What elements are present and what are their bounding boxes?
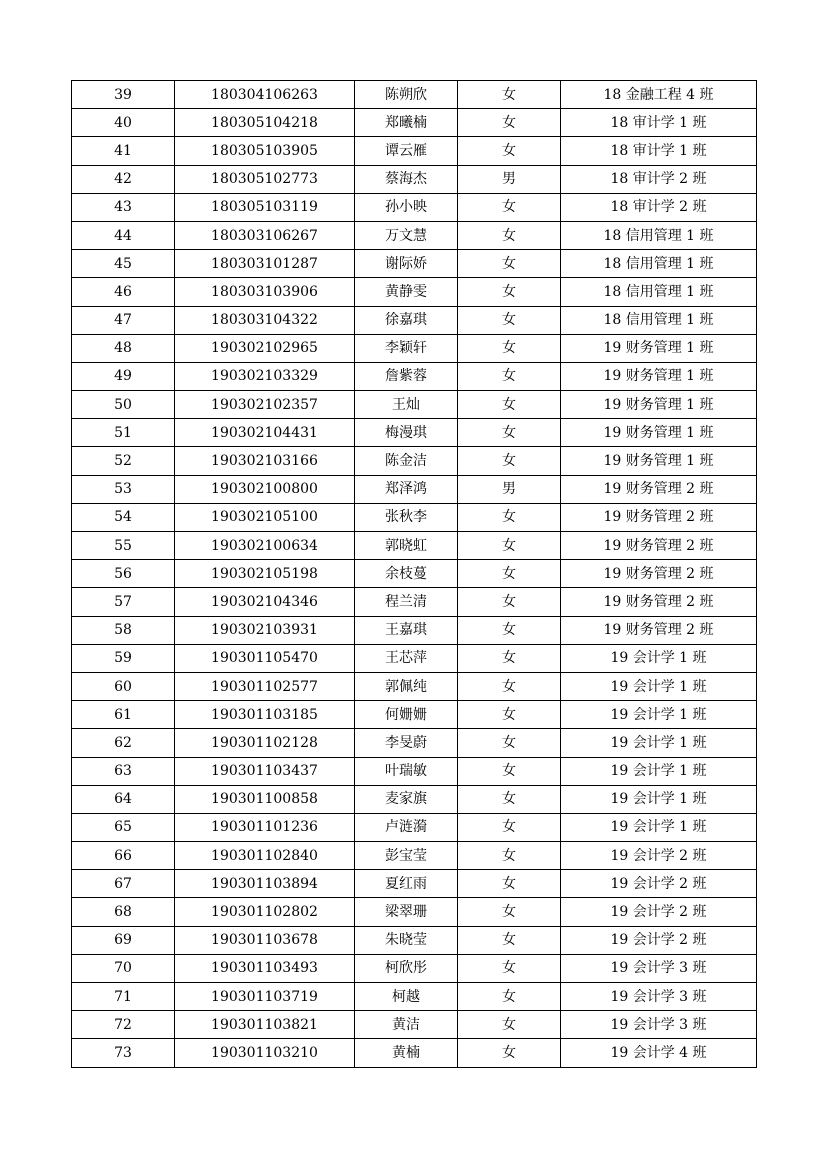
student-id-cell: 190302103166 — [175, 447, 355, 475]
student-name-cell: 郭佩纯 — [355, 672, 458, 700]
student-id-cell: 190301105470 — [175, 644, 355, 672]
student-name-cell: 李旻蔚 — [355, 729, 458, 757]
table-row — [72, 842, 757, 870]
gender-cell: 女 — [458, 362, 561, 390]
student-id-cell: 190302104346 — [175, 588, 355, 616]
class-name-cell: 19 会计学 3 班 — [561, 954, 757, 982]
table-row — [72, 503, 757, 531]
class-name-cell: 18 信用管理 1 班 — [561, 221, 757, 249]
class-name-cell: 19 财务管理 2 班 — [561, 588, 757, 616]
row-number-cell: 60 — [72, 672, 175, 700]
row-number-cell: 70 — [72, 954, 175, 982]
row-number-cell: 48 — [72, 334, 175, 362]
row-number-cell: 61 — [72, 701, 175, 729]
class-name-cell: 19 财务管理 2 班 — [561, 560, 757, 588]
student-name-cell: 万文慧 — [355, 221, 458, 249]
student-roster-table — [71, 80, 757, 1068]
student-name-cell: 余枝蔓 — [355, 560, 458, 588]
table-row — [72, 785, 757, 813]
gender-cell: 女 — [458, 334, 561, 362]
student-id-cell: 190301101236 — [175, 813, 355, 841]
gender-cell: 女 — [458, 729, 561, 757]
student-name-cell: 郑泽鸿 — [355, 475, 458, 503]
student-name-cell: 叶瑞敏 — [355, 757, 458, 785]
gender-cell: 女 — [458, 1011, 561, 1039]
table-row — [72, 898, 757, 926]
row-number-cell: 63 — [72, 757, 175, 785]
class-name-cell: 18 金融工程 4 班 — [561, 81, 757, 109]
table-row — [72, 419, 757, 447]
table-row — [72, 757, 757, 785]
student-id-cell: 180303106267 — [175, 221, 355, 249]
row-number-cell: 43 — [72, 193, 175, 221]
row-number-cell: 42 — [72, 165, 175, 193]
row-number-cell: 51 — [72, 419, 175, 447]
student-id-cell: 190302103931 — [175, 616, 355, 644]
gender-cell: 女 — [458, 503, 561, 531]
gender-cell: 女 — [458, 447, 561, 475]
table-row — [72, 926, 757, 954]
class-name-cell: 19 财务管理 2 班 — [561, 475, 757, 503]
student-name-cell: 王嘉琪 — [355, 616, 458, 644]
class-name-cell: 19 会计学 1 班 — [561, 785, 757, 813]
gender-cell: 女 — [458, 560, 561, 588]
class-name-cell: 19 会计学 2 班 — [561, 842, 757, 870]
class-name-cell: 19 会计学 1 班 — [561, 672, 757, 700]
student-id-cell: 190301103894 — [175, 870, 355, 898]
table-row — [72, 870, 757, 898]
row-number-cell: 62 — [72, 729, 175, 757]
table-row — [72, 813, 757, 841]
student-name-cell: 麦家旗 — [355, 785, 458, 813]
row-number-cell: 49 — [72, 362, 175, 390]
class-name-cell: 18 审计学 2 班 — [561, 165, 757, 193]
table-row — [72, 137, 757, 165]
table-row — [72, 644, 757, 672]
row-number-cell: 46 — [72, 278, 175, 306]
table-row — [72, 81, 757, 109]
student-name-cell: 郑曦楠 — [355, 109, 458, 137]
student-id-cell: 180305104218 — [175, 109, 355, 137]
gender-cell: 女 — [458, 109, 561, 137]
row-number-cell: 54 — [72, 503, 175, 531]
table-row — [72, 334, 757, 362]
table-row — [72, 306, 757, 334]
student-name-cell: 王灿 — [355, 391, 458, 419]
table-row — [72, 278, 757, 306]
class-name-cell: 18 审计学 2 班 — [561, 193, 757, 221]
class-name-cell: 19 会计学 1 班 — [561, 757, 757, 785]
class-name-cell: 18 信用管理 1 班 — [561, 278, 757, 306]
table-row — [72, 391, 757, 419]
student-name-cell: 彭宝莹 — [355, 842, 458, 870]
student-name-cell: 谭云雁 — [355, 137, 458, 165]
gender-cell: 女 — [458, 954, 561, 982]
table-row — [72, 1039, 757, 1067]
class-name-cell: 19 财务管理 1 班 — [561, 362, 757, 390]
class-name-cell: 19 财务管理 2 班 — [561, 532, 757, 560]
class-name-cell: 19 会计学 2 班 — [561, 926, 757, 954]
table-row — [72, 672, 757, 700]
table-row — [72, 729, 757, 757]
gender-cell: 女 — [458, 644, 561, 672]
gender-cell: 女 — [458, 757, 561, 785]
row-number-cell: 41 — [72, 137, 175, 165]
student-id-cell: 190301103821 — [175, 1011, 355, 1039]
student-id-cell: 190301103678 — [175, 926, 355, 954]
table-row — [72, 616, 757, 644]
gender-cell: 女 — [458, 616, 561, 644]
row-number-cell: 45 — [72, 250, 175, 278]
student-name-cell: 黄楠 — [355, 1039, 458, 1067]
table-row — [72, 193, 757, 221]
student-id-cell: 180305103905 — [175, 137, 355, 165]
row-number-cell: 65 — [72, 813, 175, 841]
table-row — [72, 532, 757, 560]
row-number-cell: 56 — [72, 560, 175, 588]
student-name-cell: 郭晓虹 — [355, 532, 458, 560]
row-number-cell: 44 — [72, 221, 175, 249]
class-name-cell: 19 会计学 2 班 — [561, 870, 757, 898]
gender-cell: 男 — [458, 165, 561, 193]
student-id-cell: 190301103493 — [175, 954, 355, 982]
gender-cell: 女 — [458, 926, 561, 954]
student-id-cell: 190301100858 — [175, 785, 355, 813]
student-id-cell: 190302103329 — [175, 362, 355, 390]
student-name-cell: 徐嘉琪 — [355, 306, 458, 334]
gender-cell: 女 — [458, 672, 561, 700]
row-number-cell: 71 — [72, 983, 175, 1011]
table-row — [72, 983, 757, 1011]
student-id-cell: 180305102773 — [175, 165, 355, 193]
class-name-cell: 19 会计学 1 班 — [561, 729, 757, 757]
student-name-cell: 詹紫蓉 — [355, 362, 458, 390]
class-name-cell: 19 会计学 2 班 — [561, 898, 757, 926]
row-number-cell: 58 — [72, 616, 175, 644]
student-name-cell: 蔡海杰 — [355, 165, 458, 193]
student-name-cell: 张秋李 — [355, 503, 458, 531]
student-name-cell: 朱晓莹 — [355, 926, 458, 954]
row-number-cell: 39 — [72, 81, 175, 109]
student-name-cell: 卢涟漪 — [355, 813, 458, 841]
table-row — [72, 447, 757, 475]
row-number-cell: 66 — [72, 842, 175, 870]
class-name-cell: 19 财务管理 1 班 — [561, 419, 757, 447]
row-number-cell: 69 — [72, 926, 175, 954]
class-name-cell: 19 财务管理 2 班 — [561, 503, 757, 531]
row-number-cell: 67 — [72, 870, 175, 898]
class-name-cell: 19 会计学 1 班 — [561, 701, 757, 729]
student-name-cell: 梁翠珊 — [355, 898, 458, 926]
student-name-cell: 柯欣彤 — [355, 954, 458, 982]
table-row — [72, 560, 757, 588]
row-number-cell: 50 — [72, 391, 175, 419]
student-id-cell: 190302102357 — [175, 391, 355, 419]
table-row — [72, 701, 757, 729]
gender-cell: 女 — [458, 81, 561, 109]
row-number-cell: 53 — [72, 475, 175, 503]
row-number-cell: 52 — [72, 447, 175, 475]
table-row — [72, 954, 757, 982]
row-number-cell: 64 — [72, 785, 175, 813]
class-name-cell: 19 会计学 4 班 — [561, 1039, 757, 1067]
student-id-cell: 190301102802 — [175, 898, 355, 926]
gender-cell: 男 — [458, 475, 561, 503]
gender-cell: 女 — [458, 701, 561, 729]
class-name-cell: 19 会计学 3 班 — [561, 983, 757, 1011]
table-row — [72, 250, 757, 278]
student-name-cell: 何姗姗 — [355, 701, 458, 729]
table-row — [72, 109, 757, 137]
row-number-cell: 68 — [72, 898, 175, 926]
student-name-cell: 黄静雯 — [355, 278, 458, 306]
class-name-cell: 19 会计学 1 班 — [561, 813, 757, 841]
student-name-cell: 梅漫琪 — [355, 419, 458, 447]
student-id-cell: 190302104431 — [175, 419, 355, 447]
student-id-cell: 190301103210 — [175, 1039, 355, 1067]
row-number-cell: 59 — [72, 644, 175, 672]
class-name-cell: 19 会计学 1 班 — [561, 644, 757, 672]
student-id-cell: 190302100800 — [175, 475, 355, 503]
student-name-cell: 李颖轩 — [355, 334, 458, 362]
row-number-cell: 57 — [72, 588, 175, 616]
gender-cell: 女 — [458, 870, 561, 898]
student-name-cell: 陈朔欣 — [355, 81, 458, 109]
student-id-cell: 190301102128 — [175, 729, 355, 757]
student-id-cell: 180304106263 — [175, 81, 355, 109]
student-id-cell: 180303103906 — [175, 278, 355, 306]
student-name-cell: 陈金洁 — [355, 447, 458, 475]
gender-cell: 女 — [458, 813, 561, 841]
student-id-cell: 190302102965 — [175, 334, 355, 362]
gender-cell: 女 — [458, 278, 561, 306]
student-name-cell: 王芯萍 — [355, 644, 458, 672]
class-name-cell: 18 信用管理 1 班 — [561, 306, 757, 334]
row-number-cell: 47 — [72, 306, 175, 334]
row-number-cell: 72 — [72, 1011, 175, 1039]
class-name-cell: 19 财务管理 1 班 — [561, 447, 757, 475]
student-name-cell: 孙小映 — [355, 193, 458, 221]
student-id-cell: 180305103119 — [175, 193, 355, 221]
gender-cell: 女 — [458, 588, 561, 616]
gender-cell: 女 — [458, 785, 561, 813]
row-number-cell: 55 — [72, 532, 175, 560]
row-number-cell: 40 — [72, 109, 175, 137]
gender-cell: 女 — [458, 983, 561, 1011]
student-name-cell: 黄洁 — [355, 1011, 458, 1039]
student-id-cell: 190301103719 — [175, 983, 355, 1011]
student-name-cell: 程兰清 — [355, 588, 458, 616]
gender-cell: 女 — [458, 250, 561, 278]
student-id-cell: 190301103185 — [175, 701, 355, 729]
gender-cell: 女 — [458, 1039, 561, 1067]
row-number-cell: 73 — [72, 1039, 175, 1067]
student-id-cell: 180303101287 — [175, 250, 355, 278]
student-name-cell: 柯越 — [355, 983, 458, 1011]
student-id-cell: 190301102840 — [175, 842, 355, 870]
student-id-cell: 190302100634 — [175, 532, 355, 560]
table-row — [72, 475, 757, 503]
roster-body — [72, 81, 757, 1068]
class-name-cell: 19 财务管理 2 班 — [561, 616, 757, 644]
student-id-cell: 190301102577 — [175, 672, 355, 700]
class-name-cell: 19 会计学 3 班 — [561, 1011, 757, 1039]
gender-cell: 女 — [458, 391, 561, 419]
class-name-cell: 18 信用管理 1 班 — [561, 250, 757, 278]
gender-cell: 女 — [458, 193, 561, 221]
student-id-cell: 180303104322 — [175, 306, 355, 334]
table-row — [72, 588, 757, 616]
class-name-cell: 18 审计学 1 班 — [561, 109, 757, 137]
gender-cell: 女 — [458, 137, 561, 165]
class-name-cell: 18 审计学 1 班 — [561, 137, 757, 165]
gender-cell: 女 — [458, 842, 561, 870]
table-row — [72, 221, 757, 249]
student-id-cell: 190301103437 — [175, 757, 355, 785]
class-name-cell: 19 财务管理 1 班 — [561, 334, 757, 362]
class-name-cell: 19 财务管理 1 班 — [561, 391, 757, 419]
gender-cell: 女 — [458, 306, 561, 334]
gender-cell: 女 — [458, 532, 561, 560]
student-name-cell: 谢际娇 — [355, 250, 458, 278]
table-row — [72, 1011, 757, 1039]
gender-cell: 女 — [458, 898, 561, 926]
table-row — [72, 362, 757, 390]
table-row — [72, 165, 757, 193]
gender-cell: 女 — [458, 419, 561, 447]
student-name-cell: 夏红雨 — [355, 870, 458, 898]
student-id-cell: 190302105100 — [175, 503, 355, 531]
student-id-cell: 190302105198 — [175, 560, 355, 588]
gender-cell: 女 — [458, 221, 561, 249]
